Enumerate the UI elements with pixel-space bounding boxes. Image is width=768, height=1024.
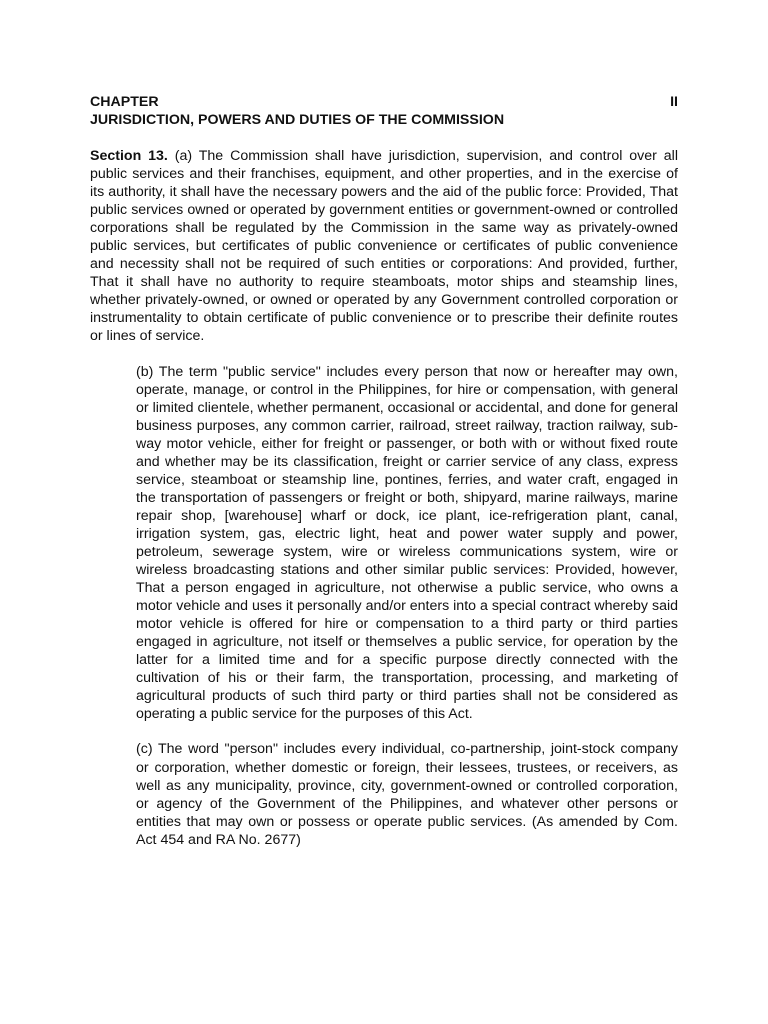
section-13-paragraph-c: (c) The word "person" includes every individual, co-partnership, joint-stock company or corporation, whether domestic or foreign, their lessees, trustees, or receivers, as well as any municipality, province, city, government-owned or controlled corporation, or agency of the Government of the Philippines, and whatever other persons or entities that may own or possess or operate public services. (As amended by Com. Act 454 and RA No. 2677)	[136, 741, 678, 848]
paragraph-a-text: (a) The Commission shall have jurisdiction, supervision, and control over all public services and their franchises, equipment, and other properties, and in the exercise of its authority, it shall have the necessary powers and the aid of the public force: Provided, That public services owned or operated by government entities or government-owned or controlled corporations shall be regulated by the Commission in the same way as privately-owned public services, but certificates of public convenience or certificates of public convenience and necessity shall not be required of such entities or corporations: And provided, further, That it shall have no authority to require steamboats, motor ships and steamship lines, whether privately-owned, or owned or operated by any Government controlled corporation or instrumentality to obtain certificate of public convenience or to prescribe their definite routes or lines of service.	[90, 148, 678, 345]
chapter-title: JURISDICTION, POWERS AND DUTIES OF THE COMMISSION	[90, 112, 505, 128]
chapter-label: CHAPTER	[90, 94, 159, 110]
chapter-number: II	[670, 94, 678, 110]
section-13-paragraph-a	[90, 147, 678, 346]
document-page	[90, 93, 678, 849]
section-label: Section 13.	[90, 148, 168, 164]
section-13-paragraph-b: (b) The term "public service" includes every person that now or hereafter may own, operate, manage, or control in the Philippines, for hire or compensation, with general or limited clientele, whether permanent, occasional or accidental, and done for general business purposes, any common carrier, railroad, street railway, traction railway, sub-way motor vehicle, either for freight or passenger, or both with or without fixed route and whether may be its classification, freight or carrier service of any class, express service, steamboat or steamship line, pontines, ferries, and water craft, engaged in the transportation of passengers or freight or both, shipyard, marine railways, marine repair shop, [warehouse] wharf or dock, ice plant, ice-refrigeration plant, canal, irrigation system, gas, electric light, heat and power water supply and power, petroleum, sewerage system, wire or wireless communications system, wire or wireless broadcasting stations and other similar public services: Provided, however, That a person engaged in agriculture, not otherwise a public service, who owns a motor vehicle and uses it personally and/or enters into a special contract whereby said motor vehicle is offered for hire or compensation to a third party or third parties engaged in agriculture, not itself or themselves a public service, for operation by the latter for a limited time and for a specific purpose directly connected with the cultivation of his or their farm, the transportation, processing, and marketing of agricultural products of such third party or third parties shall not be considered as operating a public service for the purposes of this Act.	[136, 363, 678, 723]
chapter-heading	[90, 93, 678, 111]
